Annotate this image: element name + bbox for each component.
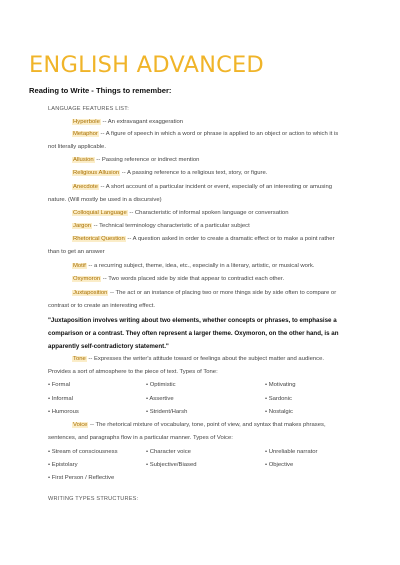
quote-line-1: "Juxtaposition involves writing about two elements, whether concepts or phrases, to emphasise a <box>48 317 337 324</box>
voice-type: • Objective <box>265 462 294 468</box>
feature-voice <box>72 422 326 428</box>
definition: -- Characteristic of informal spoken language or conversation <box>127 210 289 216</box>
feature-jargon <box>72 223 250 229</box>
term-highlight: Jargon <box>73 223 92 229</box>
term-highlight: Tone <box>73 356 86 362</box>
feature-hyperbole <box>72 119 183 125</box>
page-title: ENGLISH ADVANCED <box>29 52 264 78</box>
voice-type: • Epistolary <box>48 462 78 468</box>
feature-rhetorical-question-cont: than to get an answer <box>48 249 105 255</box>
definition: -- Technical terminology characteristic of a particular subject <box>92 223 250 229</box>
quote-line-3: apparently self-contradictory statement." <box>48 343 169 350</box>
definition: -- The act or an instance of placing two or more things side by side often to compare or <box>108 290 337 296</box>
tone-type: • Informal <box>48 396 73 402</box>
quote-line-2: comparison or a contrast. They often represent a larger theme. Oxymoron, on the other hand, is an <box>48 330 339 337</box>
term-highlight: Colloquial Language <box>73 210 127 216</box>
feature-juxtaposition <box>72 290 336 296</box>
tone-type: • Motivating <box>265 382 296 388</box>
feature-anecdote-cont: nature. (Will mostly be used in a discursive) <box>48 197 162 203</box>
feature-metaphor-cont: not literally applicable. <box>48 144 106 150</box>
term-highlight: Metaphor <box>73 131 98 137</box>
feature-motif <box>72 263 315 269</box>
tone-type: • Assertive <box>146 396 174 402</box>
writing-types-heading: WRITING TYPES STRUCTURES: <box>48 496 139 502</box>
feature-voice-cont: sentences, and paragraphs flow in a particular manner. Types of Voice: <box>48 435 233 441</box>
feature-allusion <box>72 157 199 163</box>
term-highlight: Hyperbole <box>73 119 100 125</box>
term-highlight: Allusion <box>73 157 94 163</box>
definition: -- Passing reference or indirect mention <box>94 157 200 163</box>
subheading: Reading to Write - Things to remember: <box>29 86 172 95</box>
voice-type: • Stream of consciousness <box>48 449 118 455</box>
term-highlight: Motif <box>73 263 86 269</box>
tone-type: • Optimistic <box>146 382 176 388</box>
tone-type: • Sardonic <box>265 396 292 402</box>
feature-metaphor <box>72 131 338 137</box>
feature-rhetorical-question <box>72 236 335 242</box>
term-highlight: Anecdote <box>73 184 98 190</box>
definition: -- Two words placed side by side that appear to contradict each other. <box>101 276 285 282</box>
definition: -- The rhetorical mixture of vocabulary, tone, point of view, and syntax that makes phrases, <box>88 422 326 428</box>
tone-type: • Nostalgic <box>265 409 293 415</box>
tone-type: • Humorous <box>48 409 79 415</box>
feature-tone-cont: Provides a sort of atmosphere to the piece of text. Types of Tone: <box>48 369 218 375</box>
voice-type: • Subjective/Biased <box>146 462 197 468</box>
term-highlight: Juxtaposition <box>73 290 108 296</box>
voice-type: • Unreliable narrator <box>265 449 318 455</box>
feature-religious-allusion <box>72 170 267 176</box>
term-highlight: Oxymoron <box>73 276 101 282</box>
feature-oxymoron <box>72 276 284 282</box>
definition: -- A question asked in order to create a dramatic effect or to make a point rather <box>125 236 335 242</box>
definition: -- a recurring subject, theme, idea, etc., especially in a literary, artistic, or musical work. <box>86 263 315 269</box>
term-highlight: Rhetorical Question <box>73 236 125 242</box>
feature-colloquial-language <box>72 210 288 216</box>
definition: -- A passing reference to a religious text, story, or figure. <box>120 170 268 176</box>
tone-type: • Formal <box>48 382 71 388</box>
voice-type: • Character voice <box>146 449 191 455</box>
definition: -- Expresses the writer's attitude toward or feelings about the subject matter and audience. <box>86 356 324 362</box>
feature-tone <box>72 356 324 362</box>
feature-anecdote <box>72 184 332 190</box>
term-highlight: Voice <box>73 422 88 428</box>
feature-juxtaposition-cont: contrast or to create an interesting effect. <box>48 303 155 309</box>
definition: -- A figure of speech in which a word or phrase is applied to an object or action to which it is <box>98 131 339 137</box>
voice-type: • First Person / Reflective <box>48 475 115 481</box>
term-highlight: Religious Allusion <box>73 170 120 176</box>
definition: -- An extravagant exaggeration <box>100 119 184 125</box>
features-heading: LANGUAGE FEATURES LIST: <box>48 106 129 112</box>
definition: -- A short account of a particular incident or event, especially of an interesting or amusing <box>98 184 333 190</box>
tone-type: • Strident/Harsh <box>146 409 188 415</box>
